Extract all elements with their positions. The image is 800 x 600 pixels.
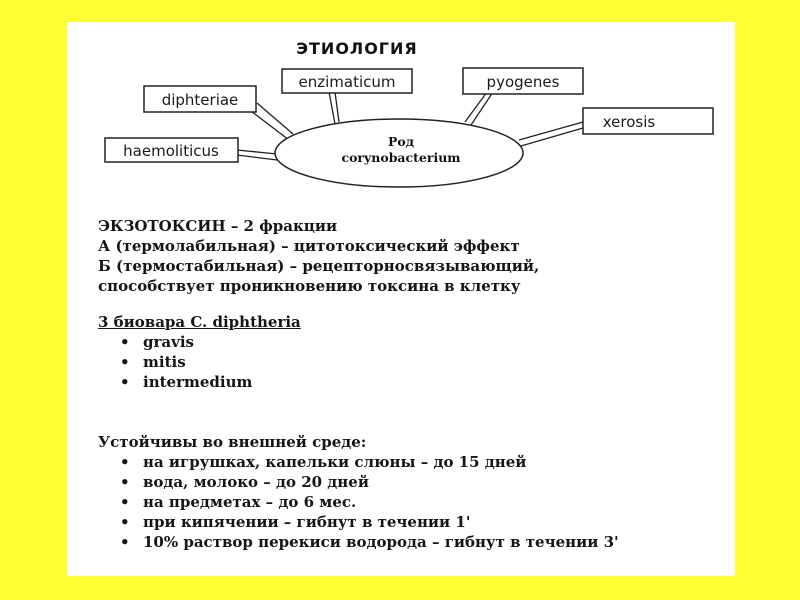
list-item: • intermedium [98,372,301,392]
box-haemoliticus [105,138,238,162]
list-item: • при кипячении – гибнут в течении 1' [98,512,663,532]
svg-text:Род: Род [387,134,415,149]
list-item: • вода, молоко – до 20 дней [98,472,663,492]
svg-text:xerosis: xerosis [602,113,656,131]
resistance-section [98,432,663,552]
etiology-diagram [67,22,735,212]
exotoxin-line-1: ЭКЗОТОКСИН – 2 фракции [98,217,338,235]
box-pyogenes [463,68,583,94]
svg-text:corynobacterium: corynobacterium [341,150,461,165]
list-item: • на предметах – до 6 мес. [98,492,663,512]
list-item: • mitis [98,352,301,372]
exotoxin-section [98,216,539,296]
exotoxin-line-4: способствует проникновению токсина в клетку [98,277,521,295]
list-item: • 10% раствор перекиси водорода – гибнут в течении 3' [98,532,663,552]
resistance-list [98,452,663,552]
biovars-heading: 3 биовара C. diphtheria [98,313,301,331]
box-diphteriae [144,86,256,112]
box-enzimaticum [282,69,412,93]
svg-text:pyogenes: pyogenes [486,73,560,91]
exotoxin-line-2: А (термолабильная) – цитотоксический эффект [98,237,520,255]
biovars-list [98,332,301,392]
svg-text:diphteriae: diphteriae [161,91,239,109]
list-item: • gravis [98,332,301,352]
svg-text:enzimaticum: enzimaticum [298,73,396,91]
diagram-title: ЭТИОЛОГИЯ [296,39,418,58]
list-item: • на игрушках, капельки слюны – до 15 дней [98,452,663,472]
exotoxin-line-3: Б (термостабильная) – рецепторносвязывающий, [98,257,540,275]
center-ellipse-corynobacterium [275,119,523,187]
biovars-section [98,312,301,392]
connector-haemoliticus-2 [237,155,277,160]
connector-haemoliticus [237,150,277,154]
connector-enzimaticum [329,92,335,124]
connector-enzimaticum-2 [335,92,339,122]
svg-text:haemoliticus: haemoliticus [123,142,219,160]
box-xerosis [583,108,713,134]
scanned-page [67,22,735,576]
resistance-heading: Устойчивы во внешней среде: [98,433,367,451]
